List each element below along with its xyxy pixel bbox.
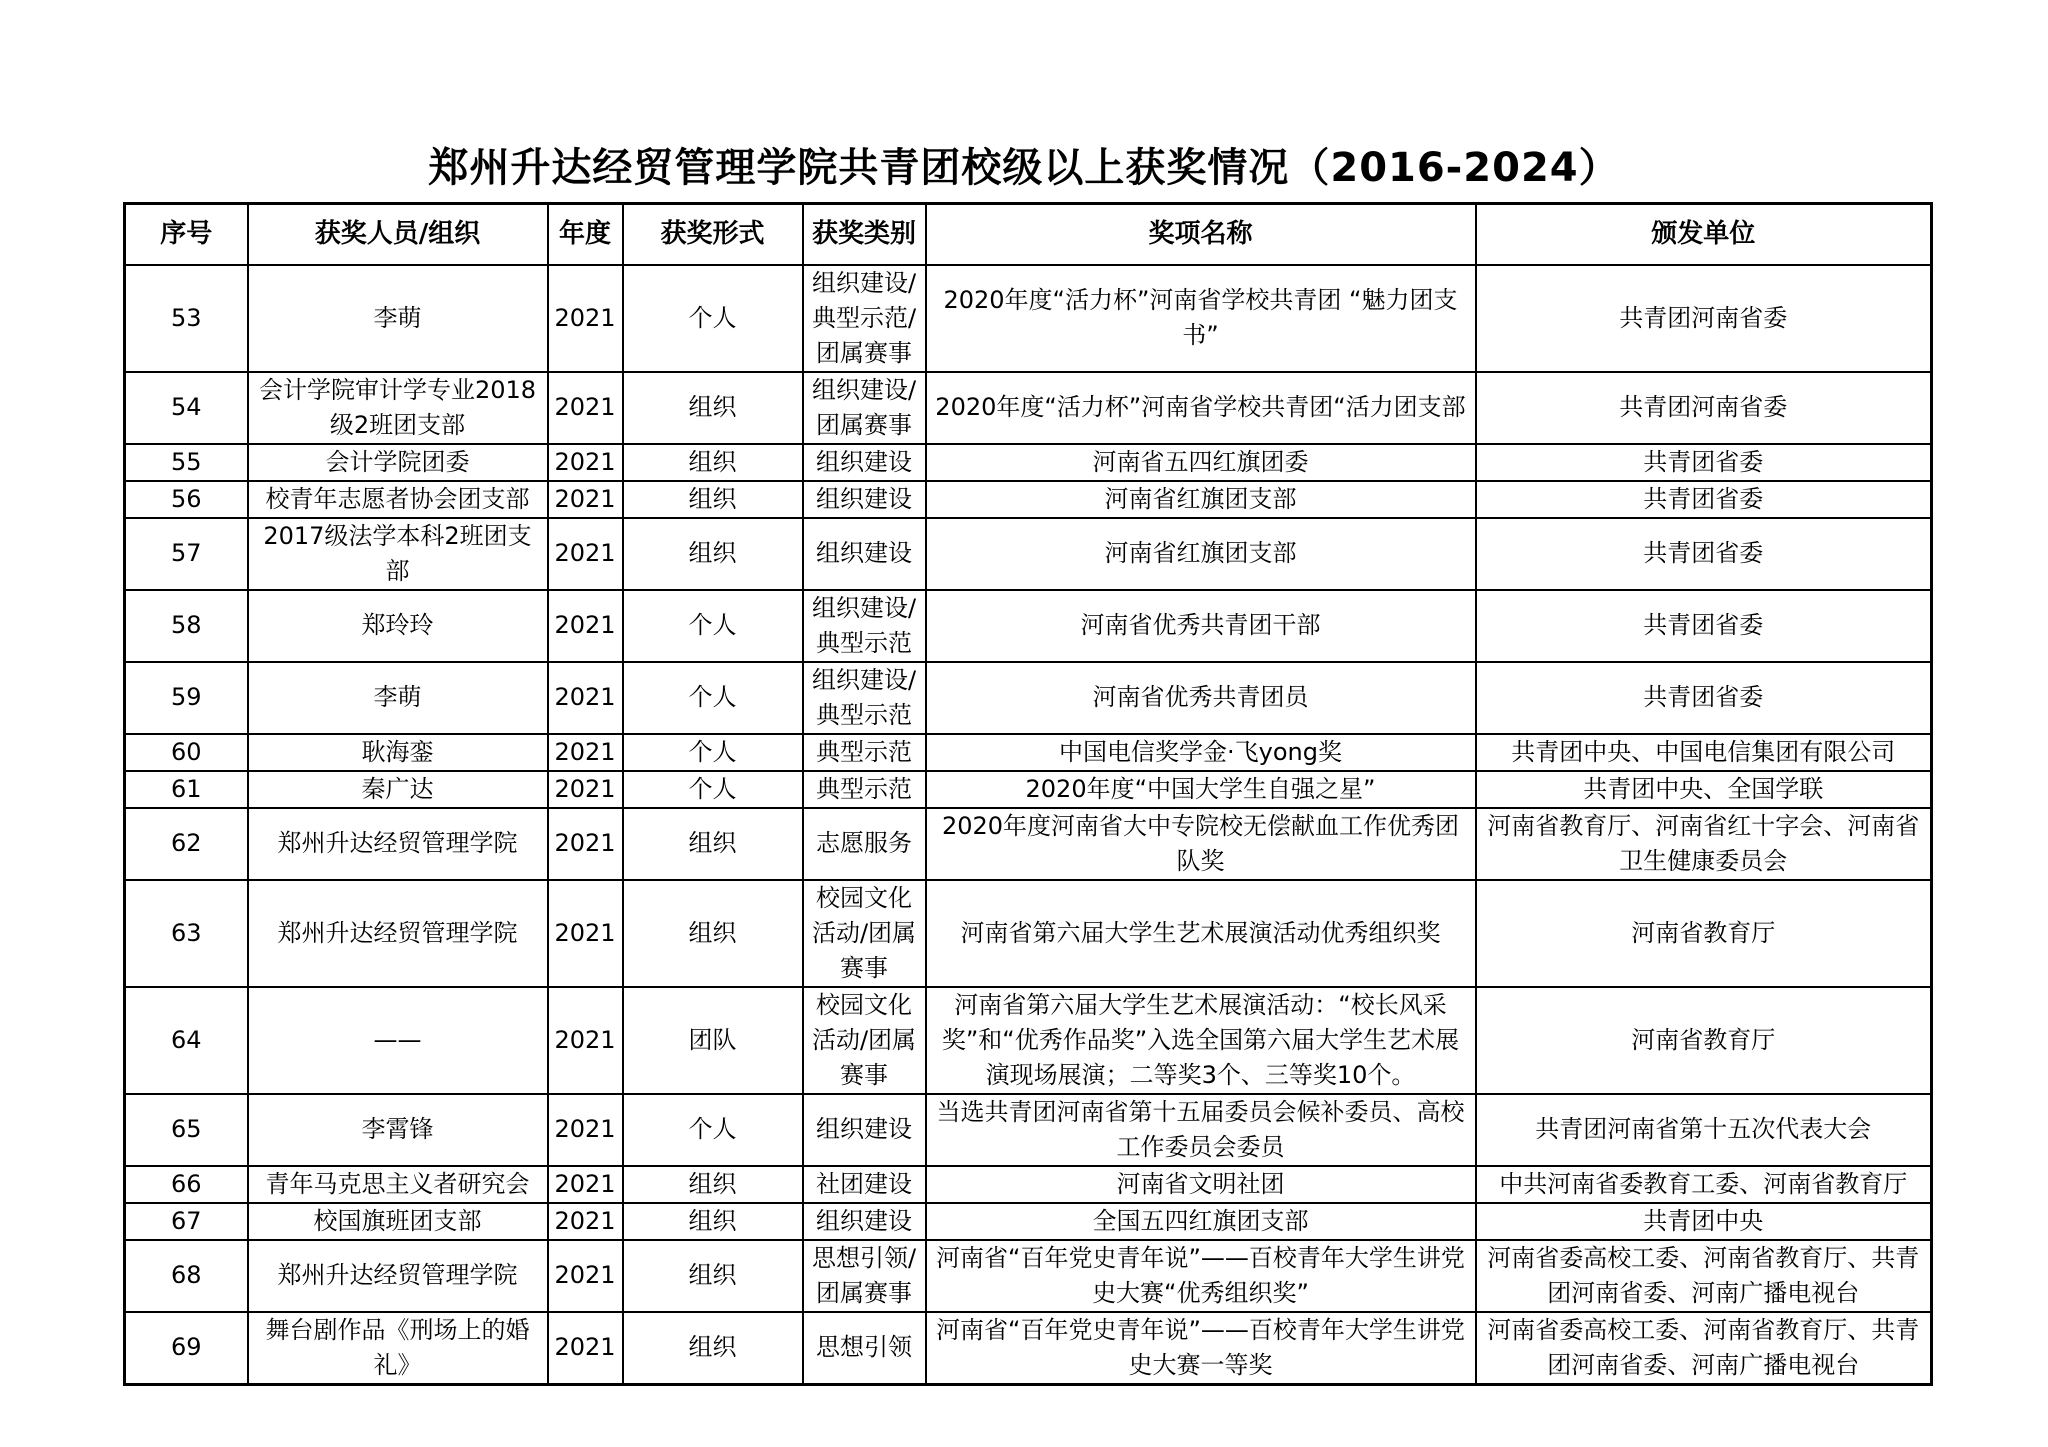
col-header-form: 获奖形式 (623, 204, 803, 265)
table-row (125, 1166, 1932, 1203)
cell-award: 河南省五四红旗团委 (926, 444, 1476, 481)
cell-no: 66 (125, 1166, 248, 1203)
cell-winner: 会计学院审计学专业2018级2班团支部 (248, 372, 548, 444)
cell-winner: 舞台剧作品《刑场上的婚礼》 (248, 1312, 548, 1385)
page-title: 郑州升达经贸管理学院共青团校级以上获奖情况（2016-2024） (428, 145, 1620, 191)
cell-category: 思想引领 (803, 1312, 926, 1385)
cell-no: 54 (125, 372, 248, 444)
cell-year: 2021 (548, 1203, 623, 1240)
cell-form: 团队 (623, 987, 803, 1094)
cell-category: 组织建设 (803, 481, 926, 518)
cell-year: 2021 (548, 590, 623, 662)
cell-form: 组织 (623, 481, 803, 518)
cell-award: 河南省“百年党史青年说”——百校青年大学生讲党史大赛“优秀组织奖” (926, 1240, 1476, 1312)
cell-year: 2021 (548, 734, 623, 771)
cell-year: 2021 (548, 987, 623, 1094)
cell-award: 河南省红旗团支部 (926, 518, 1476, 590)
cell-year: 2021 (548, 1312, 623, 1385)
cell-award: 河南省优秀共青团干部 (926, 590, 1476, 662)
table-row (125, 880, 1932, 987)
cell-issuer: 共青团省委 (1476, 662, 1932, 734)
table-row (125, 1203, 1932, 1240)
cell-winner: 秦广达 (248, 771, 548, 808)
cell-award: 2020年度河南省大中专院校无偿献血工作优秀团队奖 (926, 808, 1476, 880)
cell-issuer: 河南省委高校工委、河南省教育厅、共青团河南省委、河南广播电视台 (1476, 1312, 1932, 1385)
cell-winner: 郑州升达经贸管理学院 (248, 808, 548, 880)
table-row (125, 481, 1932, 518)
cell-category: 组织建设 (803, 518, 926, 590)
cell-category: 典型示范 (803, 771, 926, 808)
cell-no: 67 (125, 1203, 248, 1240)
cell-form: 个人 (623, 1094, 803, 1166)
cell-no: 56 (125, 481, 248, 518)
cell-winner: 郑玲玲 (248, 590, 548, 662)
cell-category: 校园文化活动/团属赛事 (803, 987, 926, 1094)
cell-year: 2021 (548, 1166, 623, 1203)
cell-winner: 耿海銮 (248, 734, 548, 771)
cell-category: 志愿服务 (803, 808, 926, 880)
cell-winner: 李萌 (248, 662, 548, 734)
cell-form: 个人 (623, 265, 803, 372)
cell-issuer: 共青团河南省第十五次代表大会 (1476, 1094, 1932, 1166)
cell-year: 2021 (548, 662, 623, 734)
cell-no: 58 (125, 590, 248, 662)
cell-issuer: 共青团省委 (1476, 518, 1932, 590)
cell-form: 个人 (623, 734, 803, 771)
cell-issuer: 共青团省委 (1476, 444, 1932, 481)
cell-form: 组织 (623, 1166, 803, 1203)
cell-winner: 李霄锋 (248, 1094, 548, 1166)
cell-award: 当选共青团河南省第十五届委员会候补委员、高校工作委员会委员 (926, 1094, 1476, 1166)
cell-issuer: 共青团河南省委 (1476, 265, 1932, 372)
cell-year: 2021 (548, 518, 623, 590)
cell-award: 2020年度“中国大学生自强之星” (926, 771, 1476, 808)
cell-winner: 郑州升达经贸管理学院 (248, 880, 548, 987)
cell-form: 组织 (623, 1240, 803, 1312)
cell-category: 组织建设/典型示范 (803, 662, 926, 734)
cell-no: 61 (125, 771, 248, 808)
cell-issuer: 中共河南省委教育工委、河南省教育厅 (1476, 1166, 1932, 1203)
cell-issuer: 河南省教育厅、河南省红十字会、河南省卫生健康委员会 (1476, 808, 1932, 880)
cell-issuer: 共青团中央、全国学联 (1476, 771, 1932, 808)
cell-no: 55 (125, 444, 248, 481)
cell-award: 河南省红旗团支部 (926, 481, 1476, 518)
cell-category: 组织建设 (803, 1094, 926, 1166)
col-header-no: 序号 (125, 204, 248, 265)
table-row (125, 1240, 1932, 1312)
cell-no: 64 (125, 987, 248, 1094)
cell-award: 河南省“百年党史青年说”——百校青年大学生讲党史大赛一等奖 (926, 1312, 1476, 1385)
cell-issuer: 共青团中央 (1476, 1203, 1932, 1240)
cell-award: 全国五四红旗团支部 (926, 1203, 1476, 1240)
cell-form: 组织 (623, 444, 803, 481)
cell-category: 组织建设/典型示范 (803, 590, 926, 662)
cell-form: 组织 (623, 518, 803, 590)
cell-issuer: 共青团中央、中国电信集团有限公司 (1476, 734, 1932, 771)
cell-winner: 李萌 (248, 265, 548, 372)
cell-issuer: 共青团省委 (1476, 481, 1932, 518)
cell-winner: —— (248, 987, 548, 1094)
cell-issuer: 河南省委高校工委、河南省教育厅、共青团河南省委、河南广播电视台 (1476, 1240, 1932, 1312)
cell-form: 组织 (623, 1312, 803, 1385)
col-header-category: 获奖类别 (803, 204, 926, 265)
cell-winner: 校青年志愿者协会团支部 (248, 481, 548, 518)
cell-award: 2020年度“活力杯”河南省学校共青团“活力团支部 (926, 372, 1476, 444)
table-row (125, 987, 1932, 1094)
cell-no: 62 (125, 808, 248, 880)
cell-issuer: 河南省教育厅 (1476, 987, 1932, 1094)
cell-year: 2021 (548, 372, 623, 444)
cell-form: 个人 (623, 590, 803, 662)
cell-year: 2021 (548, 771, 623, 808)
cell-no: 68 (125, 1240, 248, 1312)
cell-form: 组织 (623, 372, 803, 444)
cell-year: 2021 (548, 1240, 623, 1312)
table-row (125, 372, 1932, 444)
cell-no: 65 (125, 1094, 248, 1166)
cell-form: 个人 (623, 662, 803, 734)
cell-category: 典型示范 (803, 734, 926, 771)
cell-form: 组织 (623, 1203, 803, 1240)
col-header-year: 年度 (548, 204, 623, 265)
cell-winner: 会计学院团委 (248, 444, 548, 481)
cell-issuer: 共青团河南省委 (1476, 372, 1932, 444)
col-header-winner: 获奖人员/组织 (248, 204, 548, 265)
table-row (125, 771, 1932, 808)
cell-award: 河南省优秀共青团员 (926, 662, 1476, 734)
cell-form: 组织 (623, 808, 803, 880)
table-row (125, 265, 1932, 372)
table-row (125, 590, 1932, 662)
cell-award: 中国电信奖学金·飞yong奖 (926, 734, 1476, 771)
cell-award: 河南省文明社团 (926, 1166, 1476, 1203)
cell-form: 个人 (623, 771, 803, 808)
cell-no: 63 (125, 880, 248, 987)
cell-winner: 校国旗班团支部 (248, 1203, 548, 1240)
cell-category: 组织建设 (803, 1203, 926, 1240)
cell-award: 河南省第六届大学生艺术展演活动优秀组织奖 (926, 880, 1476, 987)
cell-award: 2020年度“活力杯”河南省学校共青团 “魅力团支书” (926, 265, 1476, 372)
col-header-award: 奖项名称 (926, 204, 1476, 265)
cell-issuer: 共青团省委 (1476, 590, 1932, 662)
cell-year: 2021 (548, 808, 623, 880)
cell-category: 组织建设/典型示范/团属赛事 (803, 265, 926, 372)
cell-category: 组织建设 (803, 444, 926, 481)
table-row (125, 734, 1932, 771)
cell-category: 思想引领/团属赛事 (803, 1240, 926, 1312)
table-row (125, 662, 1932, 734)
cell-year: 2021 (548, 481, 623, 518)
col-header-issuer: 颁发单位 (1476, 204, 1932, 265)
cell-category: 社团建设 (803, 1166, 926, 1203)
table-row (125, 518, 1932, 590)
table-row (125, 808, 1932, 880)
cell-award: 河南省第六届大学生艺术展演活动：“校长风采奖”和“优秀作品奖”入选全国第六届大学生艺术展演现场展演；二等奖3个、三等奖10个。 (926, 987, 1476, 1094)
cell-no: 69 (125, 1312, 248, 1385)
table-row (125, 444, 1932, 481)
cell-winner: 2017级法学本科2班团支部 (248, 518, 548, 590)
cell-category: 校园文化活动/团属赛事 (803, 880, 926, 987)
cell-no: 60 (125, 734, 248, 771)
cell-no: 53 (125, 265, 248, 372)
cell-winner: 郑州升达经贸管理学院 (248, 1240, 548, 1312)
table-row (125, 1312, 1932, 1385)
table-header-row (125, 204, 1932, 265)
cell-form: 组织 (623, 880, 803, 987)
cell-category: 组织建设/团属赛事 (803, 372, 926, 444)
cell-winner: 青年马克思主义者研究会 (248, 1166, 548, 1203)
cell-issuer: 河南省教育厅 (1476, 880, 1932, 987)
table-row (125, 1094, 1932, 1166)
cell-no: 57 (125, 518, 248, 590)
cell-no: 59 (125, 662, 248, 734)
cell-year: 2021 (548, 1094, 623, 1166)
cell-year: 2021 (548, 444, 623, 481)
cell-year: 2021 (548, 880, 623, 987)
cell-year: 2021 (548, 265, 623, 372)
awards-table (123, 202, 1933, 1386)
